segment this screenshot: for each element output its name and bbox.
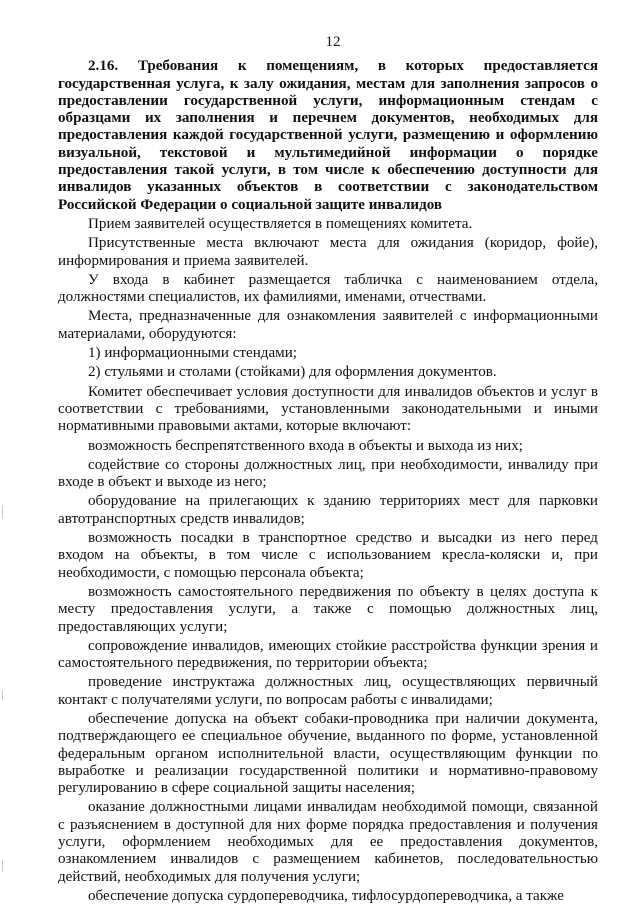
- scan-mark: [2, 505, 3, 519]
- scan-margin-marks: [0, 0, 8, 905]
- paragraph: оказание должностными лицами инвалидам необходимой помощи, связанной с разъяснением в доступной для них форме порядка предоставления и получения услуги, оформлением необходимых для ее предоставления документов, ознакомлением инвалидов с размещением кабинетов, последовательностью действий, необходимых для получения услуги;: [58, 799, 598, 885]
- paragraph: возможность самостоятельного передвижения по объекту в целях доступа к месту предоставления услуги, а также с помощью должностных лиц, предоставляющих услуги;: [58, 583, 598, 635]
- paragraph: сопровождение инвалидов, имеющих стойкие расстройства функции зрения и самостоятельного передвижения, по территории объекта;: [58, 637, 598, 672]
- paragraph: Комитет обеспечивает условия доступности для инвалидов объектов и услуг в соответствии с требованиями, установленными законодательными и иными нормативными правовыми актами, которые включают:: [58, 383, 598, 435]
- paragraph: проведение инструктажа должностных лиц, осуществляющих первичный контакт с получателями услуги, по вопросам работы с инвалидами;: [58, 674, 598, 708]
- paragraph: Места, предназначенные для ознакомления заявителей с информационными материалами, оборудуются:: [58, 308, 598, 342]
- paragraph: У входа в кабинет размещается табличка с наименованием отдела, должностями специалистов, их фамилиями, именами, отчествами.: [58, 271, 598, 306]
- paragraph: возможность посадки в транспортное средство и высадки из него перед входом на объекты, в том числе с использованием кресла-коляски и, при необходимости, с помощью персонала объекта;: [58, 530, 598, 581]
- document-page: [58, 34, 598, 907]
- paragraph: оборудование на прилегающих к зданию территориях мест для парковки автотранспортных средств инвалидов;: [58, 493, 598, 527]
- list-item: 1) информационными стендами;: [88, 345, 297, 362]
- list-item: 2) стульями и столами (стойками) для оформления документов.: [88, 364, 497, 381]
- paragraph: возможность беспрепятственного входа в объекты и выхода из них;: [88, 437, 523, 454]
- section-heading: 2.16. Требования к помещениям, в которых предоставляется государственная услуга, к залу ожидания, местам для заполнения запросов о предоставлении государственной услуги, информационным стендам с образцами их заполнения и перечнем документов, необходимых для предоставления каждой государственной услуги, размещению и оформлению визуальной, текстовой и мультимедийной информации о порядке предоставления такой услуги, в том числе к обеспечению доступности для инвалидов указанных объектов в соответствии с законодательством Российской Федерации о социальной защите инвалидов: [58, 58, 598, 213]
- scan-mark: [2, 690, 3, 700]
- paragraph: Присутственные места включают места для ожидания (коридор, фойе), информирования и приема заявителей.: [58, 235, 598, 269]
- paragraph: обеспечение допуска на объект собаки-проводника при наличии документа, подтверждающего ее специальное обучение, выданного по форме, установленной федеральным органом исполнительной власти, осуществляющим функции по выработке и реализации государственной политики и нормативно-правовому регулированию в сфере социальной защиты населения;: [58, 710, 598, 797]
- paragraph: Прием заявителей осуществляется в помещениях комитета.: [88, 215, 473, 232]
- scan-mark: [2, 860, 3, 872]
- paragraph: обеспечение допуска сурдопереводчика, тифлосурдопереводчика, а также: [88, 887, 564, 904]
- paragraph: содействие со стороны должностных лиц, при необходимости, инвалиду при входе в объект и выходе из него;: [58, 456, 598, 491]
- page-number: 12: [325, 34, 341, 50]
